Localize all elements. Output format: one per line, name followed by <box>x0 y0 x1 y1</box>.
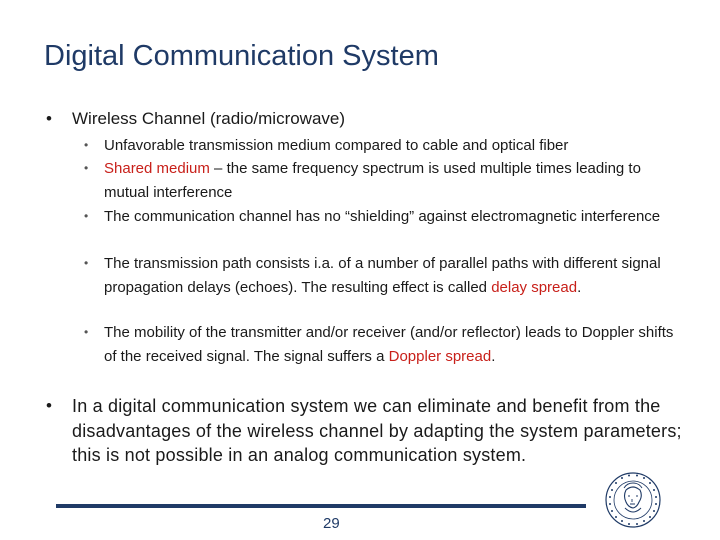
sub-bullet-text-part: . <box>577 278 582 296</box>
sub-bullet-text <box>104 252 684 299</box>
university-seal-icon <box>598 470 668 530</box>
sub-bullet-text <box>104 205 684 229</box>
sub-bullet-text <box>104 157 684 204</box>
sub-bullet-text-part: Unfavorable transmission medium compared to cable and optical fiber <box>104 137 569 154</box>
bullet-text: Wireless Channel (radio/microwave) <box>72 109 346 128</box>
sub-bullet-text-part: The communication channel has no “shielding” against electromagnetic interference <box>104 208 661 225</box>
sub-bullet-text <box>104 134 684 158</box>
slide-title: Digital Communication System <box>44 40 439 72</box>
bullet-dot: • <box>84 256 89 270</box>
sub-bullet-text-part: The transmission path consists i.a. of a number of parallel paths with different signal propagation delays (echoes). The resulting effect is called <box>104 255 661 296</box>
sub-bullet-text-part: The mobility of the transmitter and/or receiver (and/or reflector) leads to Doppler shifts of the received signal. The signal suffers a <box>104 324 674 365</box>
bullet-text: In a digital communication system we can eliminate and benefit from the disadvantages of the wireless channel by adapting the system parameters; this is not possible in an analog communication system. <box>72 396 682 465</box>
highlight-term: delay spread <box>491 278 578 296</box>
footer-bar <box>56 504 586 508</box>
sub-bullet-text-part: – the same frequency spectrum is used multiple times leading to mutual interference <box>104 160 641 201</box>
bullet-dot: • <box>84 138 89 152</box>
bullet-dot: • <box>46 396 53 415</box>
bullet-dot: • <box>84 209 89 223</box>
sub-bullet-text <box>104 321 684 368</box>
bullet-dot: • <box>84 325 89 339</box>
highlight-term: Shared medium <box>104 160 210 177</box>
highlight-term: Doppler spread <box>388 347 492 365</box>
page-number: 29 <box>323 515 340 532</box>
sub-bullet-text-part: . <box>491 347 496 365</box>
bullet-dot: • <box>84 161 89 175</box>
bullet-dot: • <box>46 109 52 128</box>
